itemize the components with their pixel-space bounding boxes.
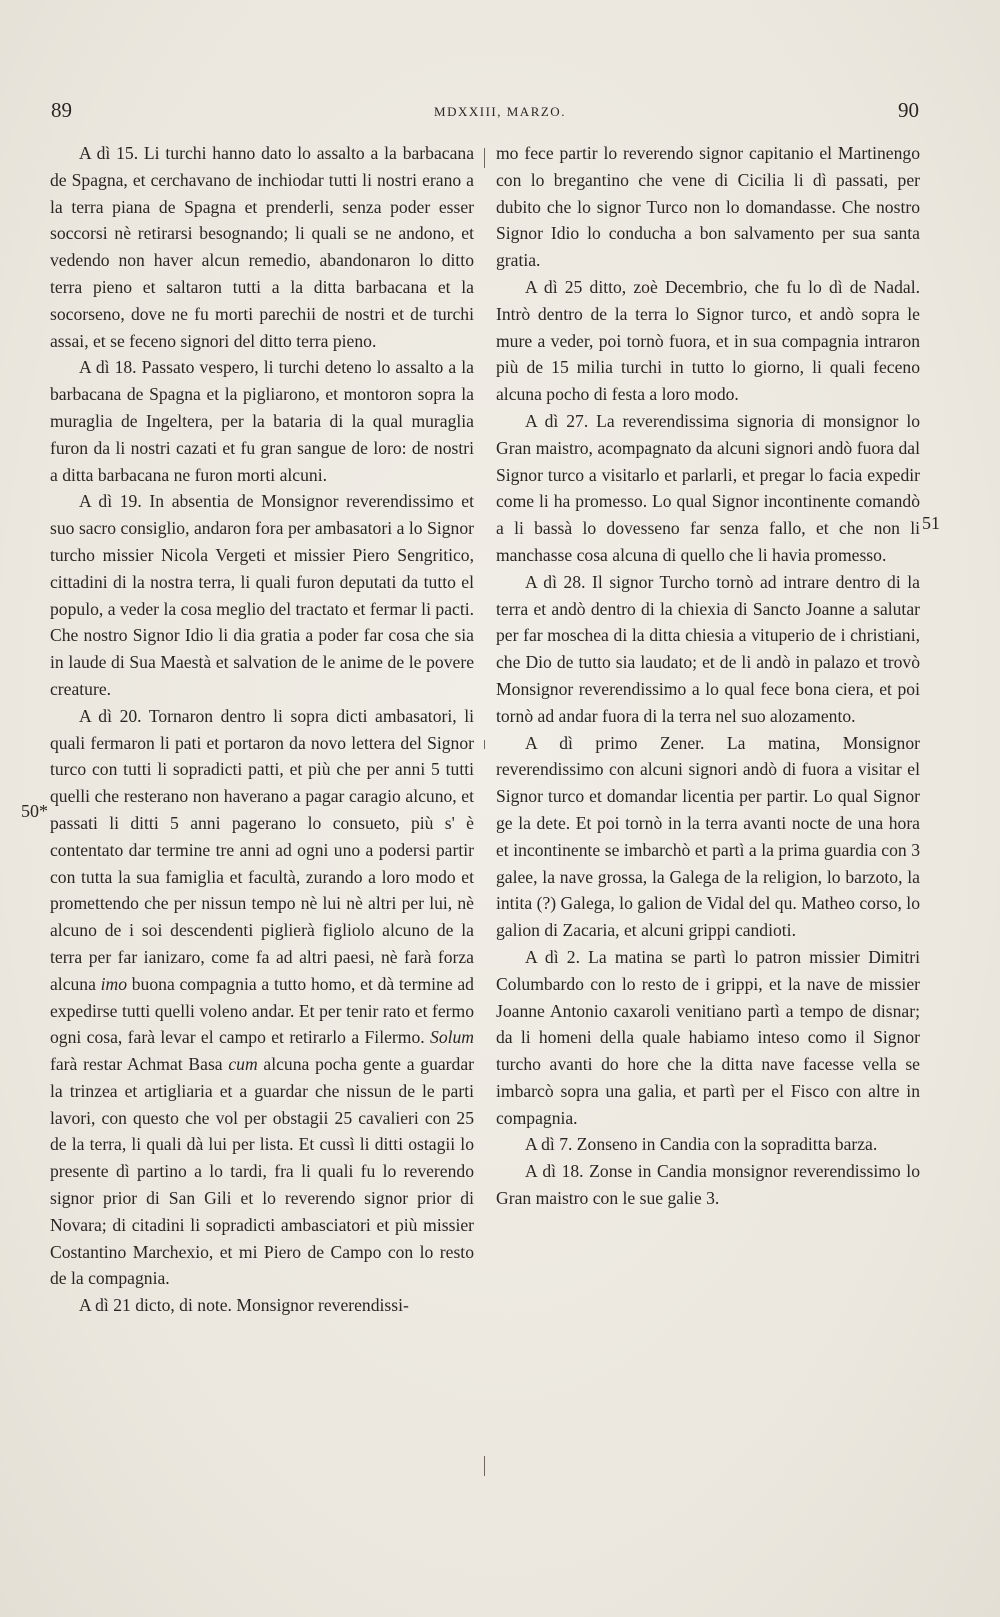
paragraph-continuation: mo fece partir lo reverendo signor capitanio el Martinengo con lo bregantino che vene di Cicilia li dì passati, per dubito che lo signor Turco non lo domandasse. Che nostro Signor Idio lo conducha a bon salvamento per sua santa gratia.: [496, 143, 920, 271]
paragraph-2: A dì 2. La matina se partì lo patron missier Dimitri Columbardo con lo resto de i grippi, et la nave de missier Joanne Antonio caxaroli venitiano partì a tempo de disnar; da li homeni della quale habiamo inteso como il Signor turcho avanti do hore che la ditta nave facesse vella se imbarcò sopra una galia, et partì per el Fisco con altre in compagnia.: [496, 946, 920, 1128]
paragraph-25: A dì 25 ditto, zoè Decembrio, che fu lo dì de Nadal. Intrò dentro de la terra lo Signor turco, et andò sopra le mure a veder, poi tornò fuora, et in sua compagnia intraron più de 15 milia turchi in tutto lo giorno, li quali feceno alcuna pocho di festa a loro modo.: [496, 276, 920, 405]
italic-word-cum: cum: [228, 1054, 258, 1075]
column-divider-top: [484, 148, 485, 168]
paragraph-28: A dì 28. Il signor Turcho tornò ad intrare dentro di la terra et andò dentro di la chiexia di Sancto Joanne a salutar per far moschea di la ditta chiesia a vituperio de i christiani, che Dio de tutto sia laudato; et de li andò in palazo et trovò Monsignor reverendissimo a lo qual fece bona ciera, et poi tornò ad andar fuora di la terra nel suo alozamento.: [496, 571, 920, 726]
paragraph-27: A dì 27. La reverendissima signoria di monsignor lo Gran maistro, acompagnato da alcuni signori andò fuora dal Signor turco a visitarlo et parlarli, et pregar lo facia expedir come li ha promesso. Lo qual Signor incontinente comandò a li bassà lo dovesseno far senza fallo, et che non li manchasse cosa alcuna di quello che li havia promesso.: [496, 410, 920, 565]
page-number-left: 89: [51, 98, 72, 122]
paragraph-15: A dì 15. Li turchi hanno dato lo assalto a la barbacana de Spagna, et cerchavano de inchiodar tutti li nostri erano a la terra piana de Spagna et prenderli, senza poder esser soccorsi nè retirarsi besognando; li quali se ne andono, et vedendo non haver alcun remedio, abandonaron lo ditto terra pieno et saltaron tutti a la ditta barbacana et la socorseno, dove ne fu morti parechii de nostri et de turchi assai, et se feceno signori del ditto terra pieno.: [50, 143, 474, 351]
margin-note-right: 51: [922, 513, 940, 533]
running-title: MDXXIII, MARZO.: [434, 104, 566, 119]
italic-word-solum: Solum: [430, 1027, 474, 1048]
paragraph-18-jan: A dì 18. Zonse in Candia monsignor reverendissimo lo Gran maistro con le sue galie 3.: [496, 1161, 920, 1209]
paragraph-primo-zener: A dì primo Zener. La matina, Monsignor reverendissimo con alcuni signori andò di fuora a visitar el Signor turco et domandar licentia per partir. Lo qual Signor ge la dete. Et poi tornò in la terra avanti nocte de una hora et incontinente se imbarchò et partì a la prima guardia con 3 galee, la nave grossa, la Galega de la religion, lo barzoto, la intita (?) Galega, lo galion de Vidal del qu. Matheo corso, lo galion di Zacaria, et alcuni grippi candioti.: [496, 732, 920, 941]
italic-word-imo: imo: [100, 973, 128, 994]
paragraph-20: [50, 703, 474, 1293]
paragraph-7: A dì 7. Zonseno in Candia con la sopraditta barza.: [525, 1134, 878, 1155]
paragraph-20-text-c: farà restar Achmat Basa: [50, 1054, 229, 1075]
paragraph-20-text-b: buona compagnia a tutto homo, et dà termine ad expedirse tutti quelli voleno andar. Et per tenir rato et fermo ogni cosa, farà levar el campo et retirarlo a Filermo.: [50, 973, 474, 1048]
paragraph-20-text-d: alcuna pocha gente a guardar la trinzea et artigliaria et a guardar che nissun de le parti lavori, con questo che vol per obstagii 25 cavalieri con 25 de la terra, li quali dà lui per lista. Et cussì li ditti ostagii lo presente dì partino a lo tardi, fra li quali fu lo reverendo signor prior di San Gili et lo reverendo signor prior di Novara; di citadini li sopradicti ambasciatori et più missier Costantino Marchexio, et mi Piero de Campo con lo resto de la compagnia.: [50, 1054, 475, 1289]
column-divider-mid: [484, 740, 485, 749]
paragraph-20-text-a: A dì 20. Tornaron dentro li sopra dicti ambasatori, li quali fermaron li pati et portaron da novo lettera del Signor turco con tutti li sopradicti patti, et più che per anni 5 tutti quelli che resterano non haverano a pagar caragio alcuno, et passati li ditti 5 anni pagerano lo consueto, più s' è contentato dar termine tre anni ad ogni uno a podersi partir con tutta la sua famiglia et facultà, zurando a loro modo et promettendo che per nissun tempo nè lui nè altri per lui, nè alcuno de i soi descendenti piglierà figliolo alcuno de la terra per far ianizaro, come fa ad altri paesi, nè farà forza alcuna: [50, 705, 474, 994]
right-column: [496, 140, 920, 1212]
paragraph-19: A dì 19. In absentia de Monsignor reverendissimo et suo sacro consiglio, andaron fora per ambasatori a lo Signor turcho missier Nicola Vergeti et missier Piero Sengritico, cittadini di la nostra terra, li quali furon deputati da tutto el populo, a veder la cosa meglio del tractato et fermar li pacti. Che nostro Signor Idio li dia gratia a poder far cosa che sia in laude di Sua Maestà et salvation de le anime de le povere creature.: [50, 491, 474, 699]
column-divider-bottom: [484, 1456, 485, 1476]
margin-note-left: 50*: [21, 801, 48, 821]
paragraph-18: A dì 18. Passato vespero, li turchi deteno lo assalto a la barbacana de Spagna et la pigliarono, et montoron sopra la muraglia de Ingeltera, per la bataria di la qual muraglia furon da li nostri cazati et fu gran sangue de loro: de nostri a ditta barbacana ne furon morti alcuni.: [50, 357, 474, 485]
left-column: [50, 140, 474, 1319]
paragraph-21: A dì 21 dicto, di note. Monsignor reverendissi-: [79, 1295, 409, 1316]
page-number-right: 90: [898, 98, 919, 122]
